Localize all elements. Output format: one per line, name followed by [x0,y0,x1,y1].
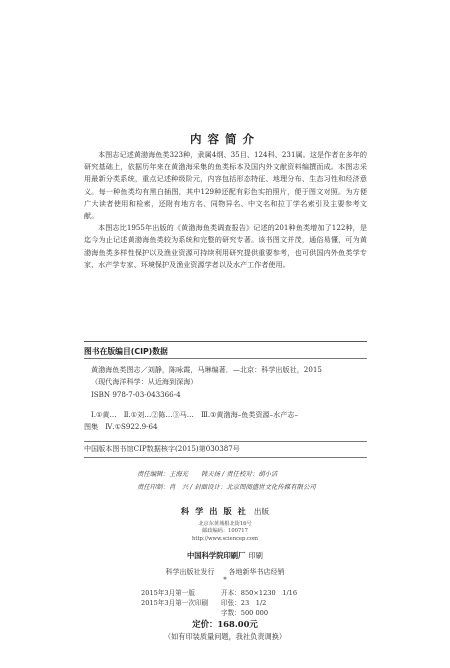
edition-date: 2015年3月第一版 [141,589,195,597]
spec-row [141,588,297,598]
cip-block [84,364,367,433]
print-date: 2015年3月第一次印刷 [141,599,209,607]
distribution-line: 科学出版社发行 各地新华书店经销 [165,568,285,576]
printer-line [0,551,450,561]
intro-paragraph: 本图志比1955年出版的《黄渤海鱼类调查报告》记述的201种鱼类增加了122种，是迄今为止记述黄渤海鱼类较为系统和完整的研究专著。该书图文并茂，通俗易懂，可为黄渤海鱼类多样性保护以及渔业资源可持续利用研究提供重要参考，也可供国内外鱼类学专家、水产学专家、环境保护及渔业资源学者以及水产工作者使用。 [84,223,367,269]
publisher-block [0,506,450,543]
spec-row [141,598,297,608]
publisher-name-text: 科学出版社 [180,506,252,516]
word-count: 字数：500 000 [221,609,269,617]
format-size: 开本：850×1230 1/16 [221,589,298,597]
divider [84,457,367,458]
printer-name: 中国科学院印刷厂 [187,551,246,560]
cip-line: 黄渤海鱼类图志／刘静，陈咏霞，马琳编著．—北京：科学出版社，2015 [91,365,322,374]
cip-line: Ⅰ.①黄… Ⅱ.①刘…②陈…③马… Ⅲ.①黄渤海–鱼类资源–水产志– [91,409,299,419]
quality-note: （如有印装质量问题，我社负责调换） [163,632,287,641]
staff-line: 责任印制：肖 兴 / 封面设计：北京图阅盛世文化传媒有限公司 [137,482,316,491]
distribution-block [0,567,450,584]
divider [84,341,367,342]
staff-line: 责任编辑：王海光 韩天扬 / 责任校对：胡小洁 [137,470,278,478]
printer-suffix: 印刷 [248,551,263,560]
divider [84,358,367,359]
cip-line: 图集 Ⅳ.①S922.9-64 [84,422,158,432]
publisher-suffix: 出版 [253,507,270,516]
price: 定价：168.00元 [192,619,258,629]
publisher-address: 北京东黄城根北街16号 [198,521,252,527]
sheet-count: 印张：23 1/2 [221,599,267,607]
print-specs [141,588,297,618]
publisher-name [0,506,450,517]
cip-heading: 图书在版编目(CIP)数据 [84,347,168,356]
divider [84,441,367,442]
publisher-postcode: 邮政编码：100717 [202,528,248,535]
staff-credits [137,468,316,493]
cip-line: 中国版本图书馆CIP数据核字(2015)第030387号 [84,444,240,453]
cip-line: ISBN 978-7-03-043366-4 [91,389,181,399]
cip-footer [84,443,367,455]
spec-row [141,608,297,618]
publisher-url: http://www.sciencep.com [192,535,258,542]
intro-body [84,149,367,271]
separator-star: * [223,576,227,584]
intro-paragraph: 本图志记述黄渤海鱼类323种，隶属4纲、35目、124科、231属。这是作者在多年的研究基础上，依据历年来在黄渤海采集的鱼类标本及国内外文献资料编撰而成。本图志采用最新分类系统，重点记述种级阶元，内容包括形态特征、地理分布、生态习性和经济意义。每一种鱼类均有黑白插图，其中129种还配有彩色实拍照片，便于图文对照。为方便广大读者使用和检索，还附有地方名、同物异名、中文名和拉丁学名索引及主要参考文献。 [84,150,367,221]
intro-title: 内容简介 [190,132,260,146]
cip-line: （现代海洋科学：从近海到深海） [91,377,198,387]
